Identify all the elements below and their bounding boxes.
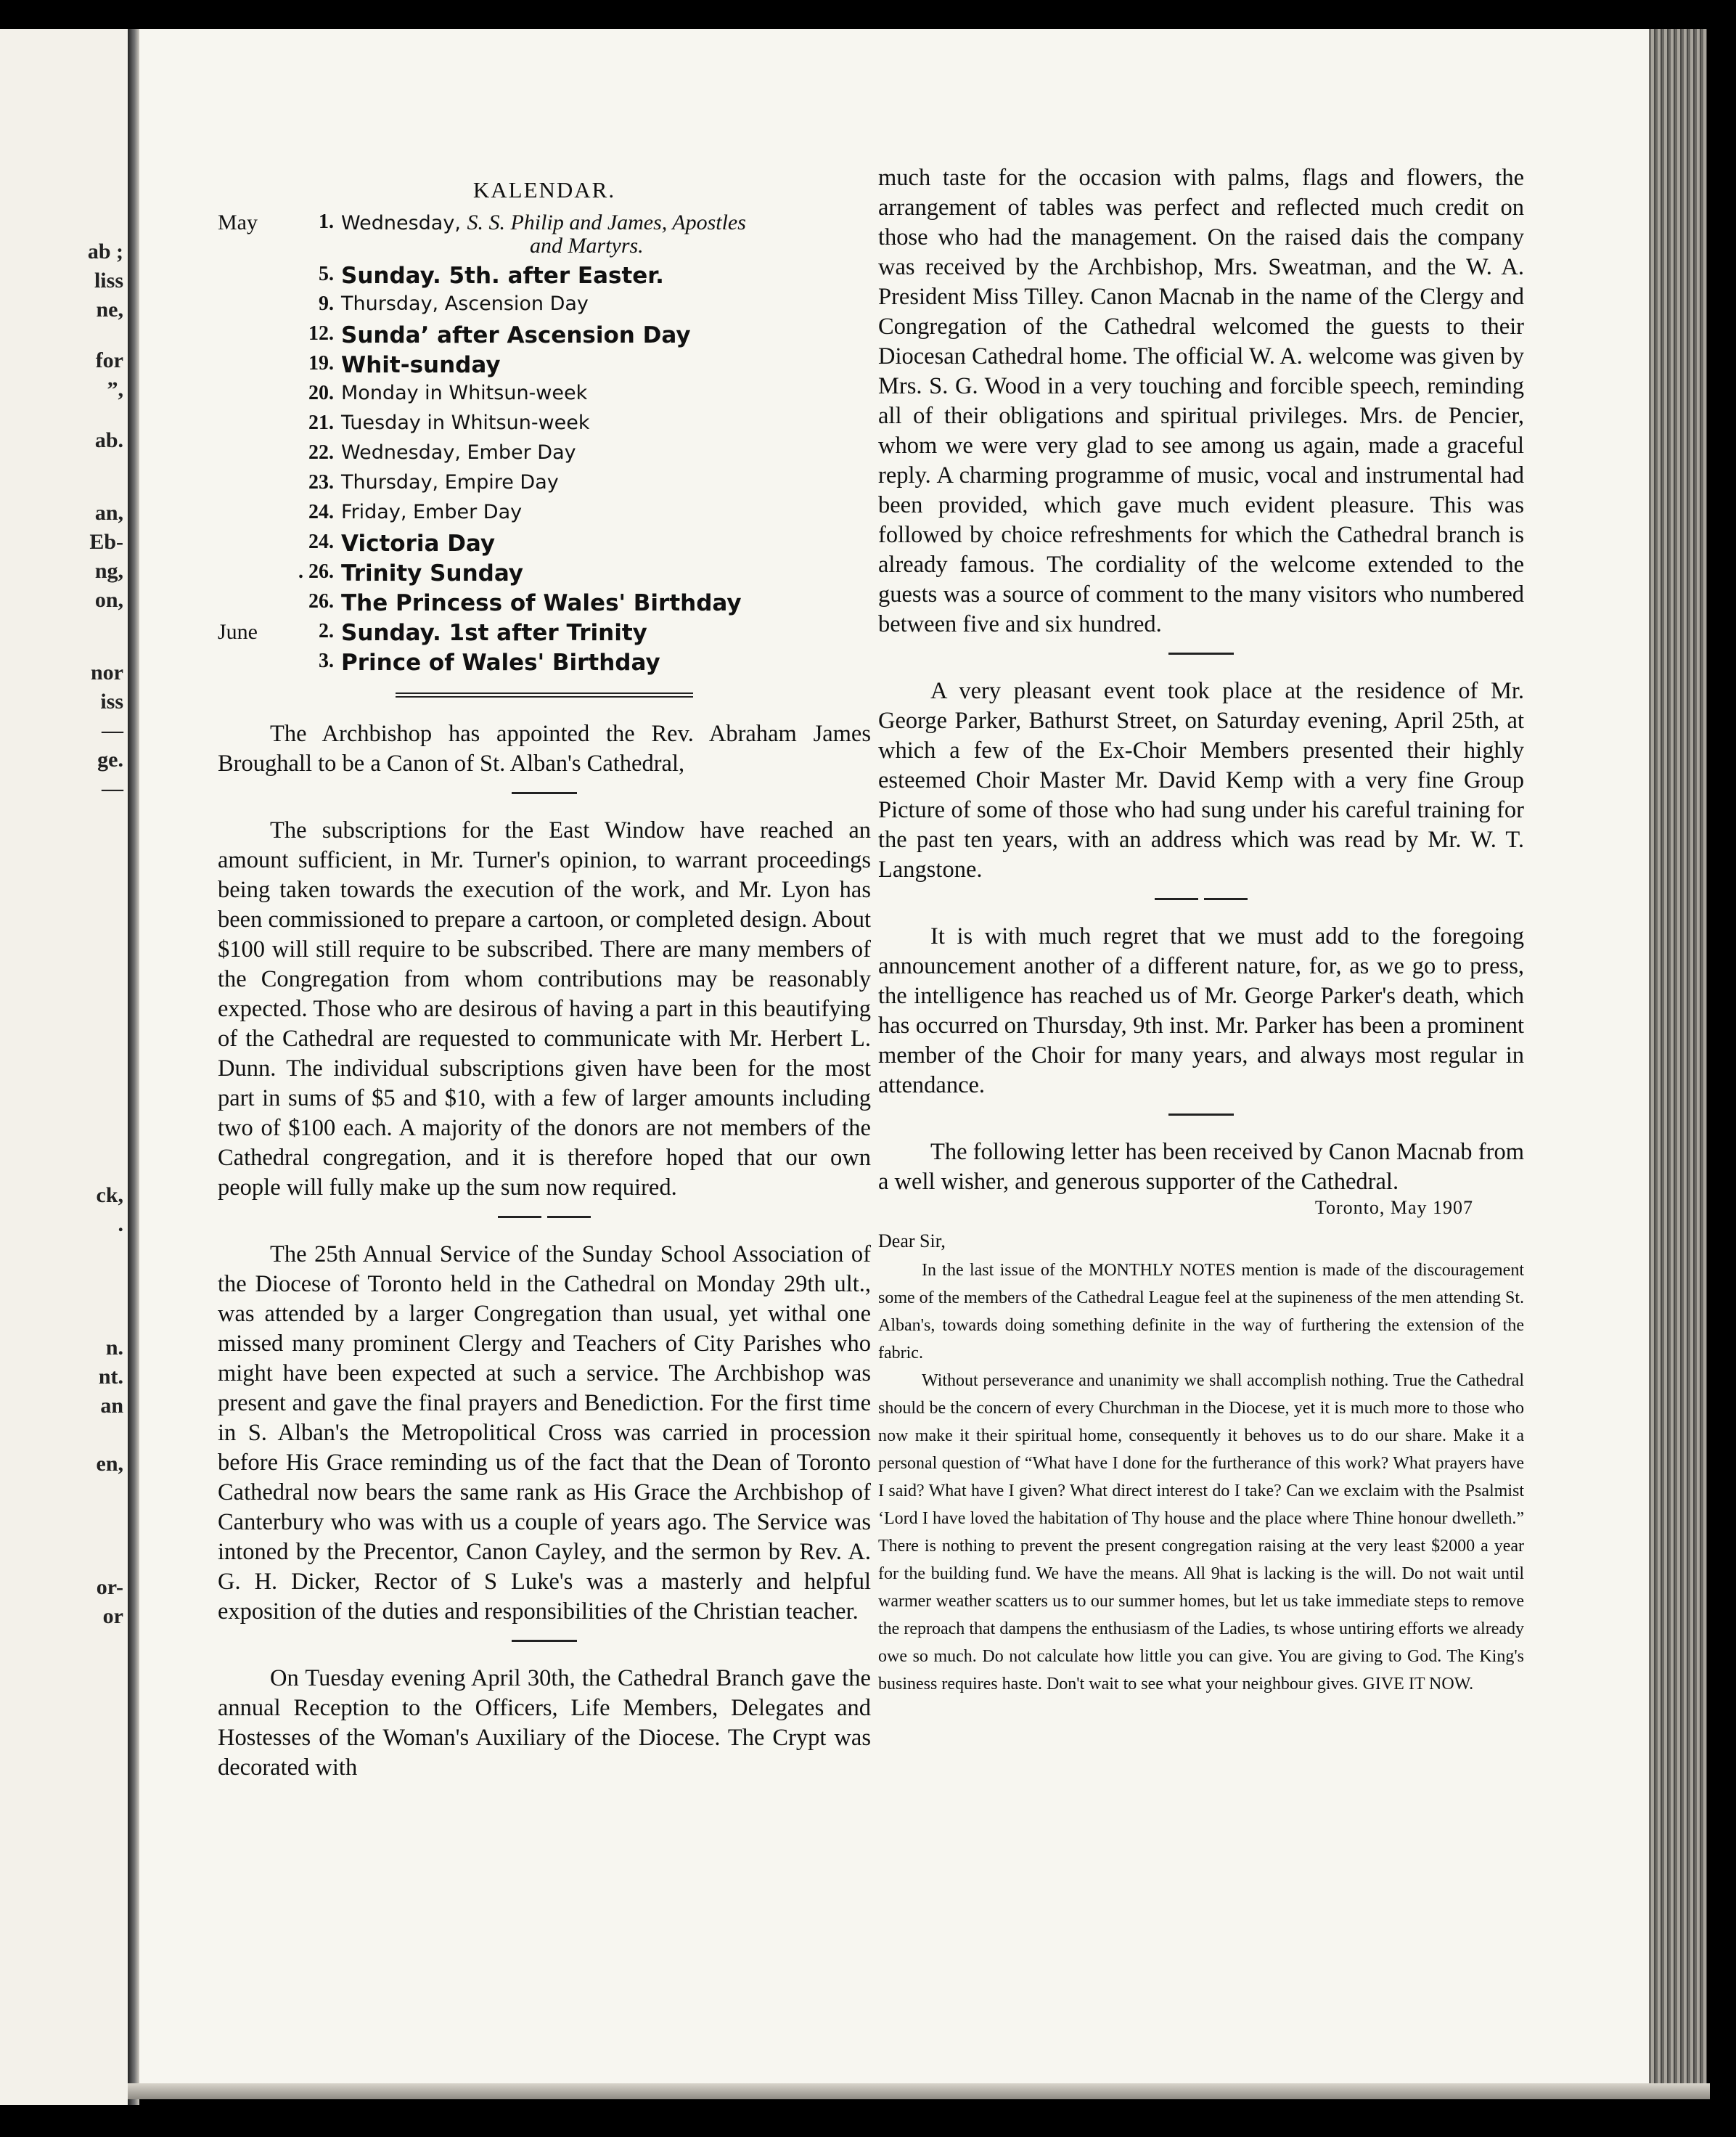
margin-fragment: Eb- (89, 530, 123, 554)
section-divider (396, 692, 693, 698)
letter-paragraph: Without perseverance and unanimity we shall accomplish nothing. True the Cathedral should be the concern of every Churchman in the Diocese, yet it is much more to those who now make it their spiritual home, consequently it behoves us to do our share. Make it a personal question of “What have I done for the furtherance of this work? What prayers have I said? What have I given? What direct interest do I take? Can we exclaim with the Psalmist ‘Lord I have loved the habitation of Thy house and the place where Thine honour dwelleth.” There is nothing to prevent the present congregation raising at the very least $2000 a year for the building fund. We have the means. All 9hat is lacking is the will. Do not wait until warmer weather scatters us to our summer homes, but let us take immediate steps to remove the reproach that dampens the enthusiasm of the Ladies, ts whose untiring efforts we already owe so much. Do not calculate how little you can give. You are giving to God. The King's business requires haste. Don't wait to see what your neighbour gives. GIVE IT NOW. (878, 1371, 1524, 1693)
margin-fragment: ge. (97, 748, 123, 772)
margin-fragment: ab. (94, 428, 123, 452)
kalendar-text: Sunday. 1st after Trinity (341, 620, 647, 646)
kalendar-text: Victoria Day (341, 531, 496, 557)
paragraph-reception: On Tuesday evening April 30th, the Cathedral Branch gave the annual Reception to the Officers, Life Members, Delegates and Hostesses of the Woman's Auxiliary of the Diocese. The Crypt was decorated with (218, 1665, 871, 1781)
kalendar-text: Wednesday, Ember Day (341, 441, 576, 464)
section-divider (1168, 1114, 1234, 1116)
margin-fragment: en, (96, 1452, 123, 1476)
margin-fragment: n. (105, 1336, 123, 1360)
margin-fragment: — (102, 777, 123, 801)
kalendar-entry (218, 471, 871, 501)
kalendar-day: 19. (308, 352, 334, 375)
margin-fragment: ck, (96, 1183, 123, 1207)
section-divider (878, 898, 1524, 900)
margin-fragment: ab ; (87, 240, 123, 263)
kalendar-text-continued: and Martyrs. (530, 234, 644, 258)
kalendar-day: 3. (319, 650, 334, 672)
letter-place-date: Toronto, May 1907 (1314, 1197, 1473, 1218)
kalendar-entry (218, 560, 871, 590)
kalendar-entry (218, 531, 871, 560)
kalendar-entry (218, 412, 871, 441)
kalendar-entry (218, 441, 871, 471)
kalendar-text: Friday, Ember Day (341, 501, 523, 523)
kalendar-day: 9. (319, 293, 334, 315)
margin-fragment: ne, (96, 298, 123, 322)
kalendar-text: Thursday, Empire Dаy (341, 471, 559, 494)
kalendar-day: 22. (308, 441, 334, 464)
margin-fragment: ”, (107, 377, 123, 401)
paragraph-sunday-school-service: The 25th Annual Service of the Sunday School Association of the Diocese of Toronto held in the Cathedral on Monday 29th ult., was attended by a larger Congregation than usual, yet withal one missed many prominent Clergy and Teachers of City Parishes who might have been expected at such a service. The Archbishop was present and gave the final prayers and Benediction. For the first time in S. Alban's the Metropolitical Cross was carried in procession before His Grace reminding us of the fact that the Dean of Toronto Cathedral now bears the same rank as His Grace the Archbishop of Canterbury who was with us a couple of years ago. The Service was intoned by the Precentor, Canon Cayley, and the sermon by Rev. A. G. H. Dicker, Rector of S Luke's was a masterly and helpful exposition of the duties and responsibilities of the Christian teacher. (218, 1241, 871, 1625)
kalendar-day: 24. (308, 501, 334, 523)
letter-header (878, 1197, 1524, 1230)
kalendar-title: KALENDAR. (472, 177, 616, 203)
kalendar-day: 26. (308, 590, 334, 613)
kalendar-day: . 26. (298, 560, 334, 583)
kalendar-entry (218, 352, 871, 382)
margin-fragment: — (102, 719, 123, 743)
kalendar-text: Thursday, Ascension Day (341, 293, 589, 315)
letter-paragraph: In the last issue of the MONTHLY NOTES mention is made of the discouragement some of the members of the Cathedral League feel at the supineness of the men attending St. Alban's, towards doing something definite in the way of furthering the extension of the fabric. (878, 1261, 1524, 1362)
kalendar-month: June (218, 620, 258, 644)
margin-fragment: or (102, 1604, 123, 1628)
margin-fragment: on, (94, 588, 123, 612)
letter-salutation: Dear Sir, (878, 1230, 946, 1251)
margin-fragment: . (118, 1212, 123, 1236)
kalendar-day: 5. (319, 263, 334, 285)
kalendar-text: Sunda’ after Ascension Day (341, 322, 691, 348)
kalendar-entry (218, 501, 871, 531)
paragraph-east-window: The subscriptions for the East Window have reached an amount sufficient, in Mr. Turner's opinion, to warrant proceedings being taken towards the execution of the work, and Mr. Lyon has been commissioned to prepare a cartoon, or completed design. About $100 will still require to be subscribed. There are many members of the Congregation from whom contributions may be reasonably expected. Those who are desirous of having a part in this beautifying of the Cathedral are requested to communicate with Mr. Herbert L. Dunn. The individual subscriptions given have been for the most part in sums of $5 and $10, with a few of larger amounts including two of $100 each. A majority of the donors are not members of the Cathedral congregation, and it is therefore hoped that our own people will fully make up the sum now required. (218, 817, 871, 1201)
paragraph-canon-appointment: The Archbishop has appointed the Rev. Abraham James Broughall to be a Canon of St. Alban's Cathedral, (218, 721, 871, 777)
kalendar-entry (218, 322, 871, 352)
kalendar-text: Prince of Wales' Birthday (341, 650, 660, 676)
margin-fragment: or- (96, 1575, 123, 1599)
kalendar-text: Whit-sunday (341, 352, 501, 378)
paragraph-parker-death: It is with much regret that we must add to the foregoing announcement another of a different nature, for, as we go to press, the intelligence has reached us of Mr. George Parker's death, which has occurred on Thursday, 9th inst. Mr. Parker has been a prominent member of the Choir for many years, and always most regular in attendance. (878, 923, 1524, 1098)
kalendar-text: Trinity Sunday (341, 560, 523, 587)
kalendar-text: Monday in Whitsun-week (341, 382, 588, 404)
section-divider (218, 1216, 871, 1218)
adjacent-page-sliver (0, 29, 131, 2105)
kalendar-text: Sunday. 5th. after Easter. (341, 263, 664, 289)
margin-fragment: iss (100, 690, 123, 714)
kalendar-day: 21. (308, 412, 334, 434)
kalendar-text: The Princess of Wales' Birthday (341, 590, 742, 616)
kalendar-day: 24. (308, 531, 334, 553)
margin-fragment: an, (94, 501, 123, 525)
section-divider (1168, 653, 1234, 655)
book-page-edge (1649, 29, 1707, 2099)
kalendar-entry (218, 263, 871, 293)
section-divider (512, 1640, 577, 1642)
margin-fragment: an (100, 1394, 123, 1418)
paragraph-choir-presentation: A very pleasant event took place at the residence of Mr. George Parker, Bathurst Street, on Saturday evening, April 25th, at which a few of the Ex-Choir Members presented their highly esteemed Choir Master Mr. David Kemp with a very fine Group Picture of some of those who had sung under his careful training for the past ten years, with an address which was read by Mr. W. T. Langstone. (878, 678, 1524, 883)
kalendar-entry (218, 293, 871, 322)
margin-fragment: liss (94, 269, 123, 293)
kalendar-text: Tuesday in Whitsun-week (341, 412, 590, 434)
kalendar-entry (218, 620, 871, 650)
kalendar-list (218, 211, 871, 679)
kalendar-day: 2. (319, 620, 334, 642)
book-bottom-edge (128, 2083, 1710, 2099)
kalendar-day: 12. (308, 322, 334, 345)
left-column (218, 167, 871, 1783)
section-divider (512, 792, 577, 794)
paragraph-reception-continued: much taste for the occasion with palms, flags and flowers, the arrangement of tables was perfect and reflected much credit on those who had the management. On the raised dais the company was received by the Archbishop, Mrs. Sweatman, and the W. A. President Miss Tilley. Canon Macnab in the name of the Clergy and Congregation of the Cathedral welcomed the guests to their Diocesan Cathedral home. The official W. A. welcome was given by Mrs. S. G. Wood in a very touching and forcible speech, reminding all of their obligations and spiritual privileges. Mrs. de Pencier, whom we were very glad to see among us again, made a graceful reply. A charming programme of music, vocal and instrumental had been provided, which gave much evident pleasure. This was followed by choice refreshments for which the Cathedral branch is already famous. The cordiality of the welcome extended to the guests was a source of comment to the many visitors who numbered between five and six hundred. (878, 165, 1524, 637)
kalendar-entry (218, 211, 871, 263)
kalendar-month: May (218, 211, 258, 234)
kalendar-text: Wednesday, S. S. Philip and James, Apostles (341, 211, 746, 234)
kalendar-day: 23. (308, 471, 334, 494)
kalendar-entry (218, 382, 871, 412)
margin-fragment: ng, (94, 559, 123, 583)
kalendar-day: 20. (308, 382, 334, 404)
kalendar-entry (218, 590, 871, 620)
margin-fragment: for (95, 348, 123, 372)
margin-fragment: nt. (98, 1365, 123, 1389)
kalendar-entry (218, 650, 871, 679)
kalendar-day: 1. (319, 211, 334, 233)
gutter-shadow (128, 29, 139, 2105)
paragraph-letter-intro: The following letter has been received by Canon Macnab from a well wisher, and generous supporter of the Cathedral. (878, 1139, 1524, 1195)
right-column (878, 163, 1524, 1698)
margin-fragment: nor (91, 661, 123, 685)
